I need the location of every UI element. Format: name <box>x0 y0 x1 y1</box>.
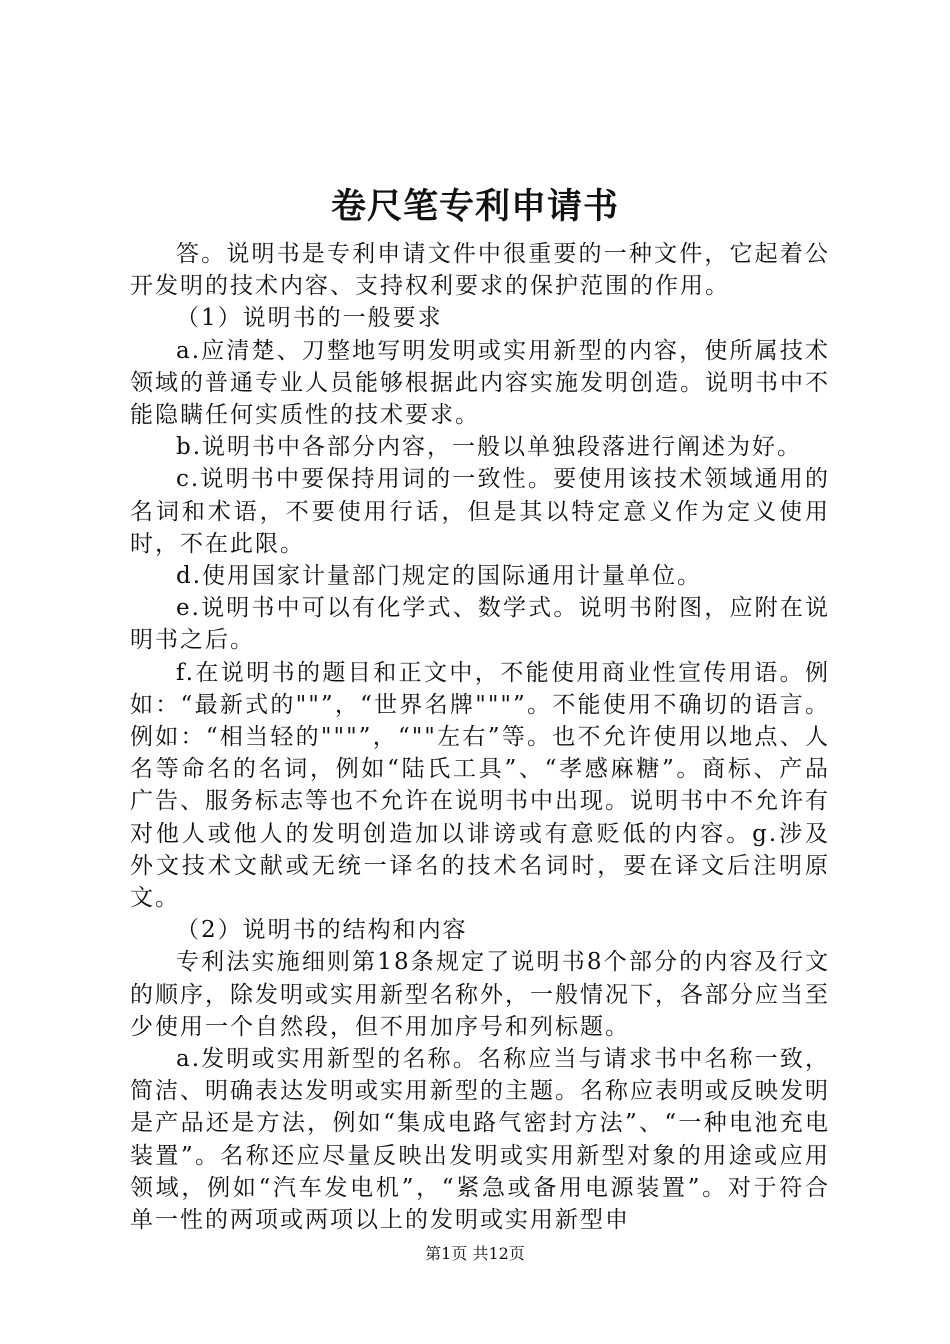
paragraph-item-b: b.说明书中各部分内容，一般以单独段落进行阐述为好。 <box>176 434 803 461</box>
paragraph-item-c: c.说明书中要保持用词的一致性。要使用该技术领域通用的名词和术语，不要使用行话，但是其以特定意义作为定义使用时，不在此限。 <box>130 466 830 557</box>
paragraph-item-d: d.使用国家计量部门规定的国际通用计量单位。 <box>176 563 703 590</box>
page-title: 卷尺笔专利申请书 <box>330 186 619 227</box>
paragraph-structure-item-a: a.发明或实用新型的名称。名称应当与请求书中名称一致，简洁、明确表达发明或实用新型的主题。名称应表明或反映发明是产品还是方法，例如“集成电路气密封方法”、“一种电池充电装置”。名称还应尽量反映出发明或实用新型对象的用途或应用领域，例如“汽车发电机”，“紧急或备用电源装置”。对于符合单一性的两项或两项以上的发明或实用新型申 <box>130 1046 830 1234</box>
paragraph-item-f: f.在说明书的题目和正文中，不能使用商业性宣传用语。例如：“最新式的""”，“世界名牌"""”。不能使用不确切的语言。例如：“相当轻的"""”，“""左右”等。也不允许使用以地点、人名等命名的名词，例如“陆氏工具”、“孝感麻糖”。商标、产品广告、服务标志等也不允许在说明书中出现。说明书中不允许有对他人或他人的发明创造加以诽谤或有意贬低的内容。g.涉及外文技术文献或无统一译名的技术名词时，要在译文后注明原文。 <box>130 659 830 912</box>
paragraph-intro: 答。说明书是专利申请文件中很重要的一种文件，它起着公开发明的技术内容、支持权利要求的保护范围的作用。 <box>130 241 830 300</box>
page-number: 第1页 <box>425 1244 468 1263</box>
page-footer <box>0 1242 950 1266</box>
paragraph-item-e: e.说明书中可以有化学式、数学式。说明书附图，应附在说明书之后。 <box>130 595 830 654</box>
section-heading-general-requirements: （1）说明书的一般要求 <box>176 305 443 332</box>
paragraph-article-18: 专利法实施细则第18条规定了说明书8个部分的内容及行文的顺序，除发明或实用新型名称外，一般情况下，各部分应当至少使用一个自然段，但不用加序号和列标题。 <box>130 949 830 1040</box>
paragraph-item-a: a.应清楚、刀整地写明发明或实用新型的内容，使所属技术领域的普通专业人员能够根据此内容实施发明创造。说明书中不能隐瞒任何实质性的技术要求。 <box>130 337 830 429</box>
section-heading-structure: （2）说明书的结构和内容 <box>176 917 468 944</box>
page-total: 共12页 <box>472 1244 525 1263</box>
document-body <box>130 238 830 1236</box>
